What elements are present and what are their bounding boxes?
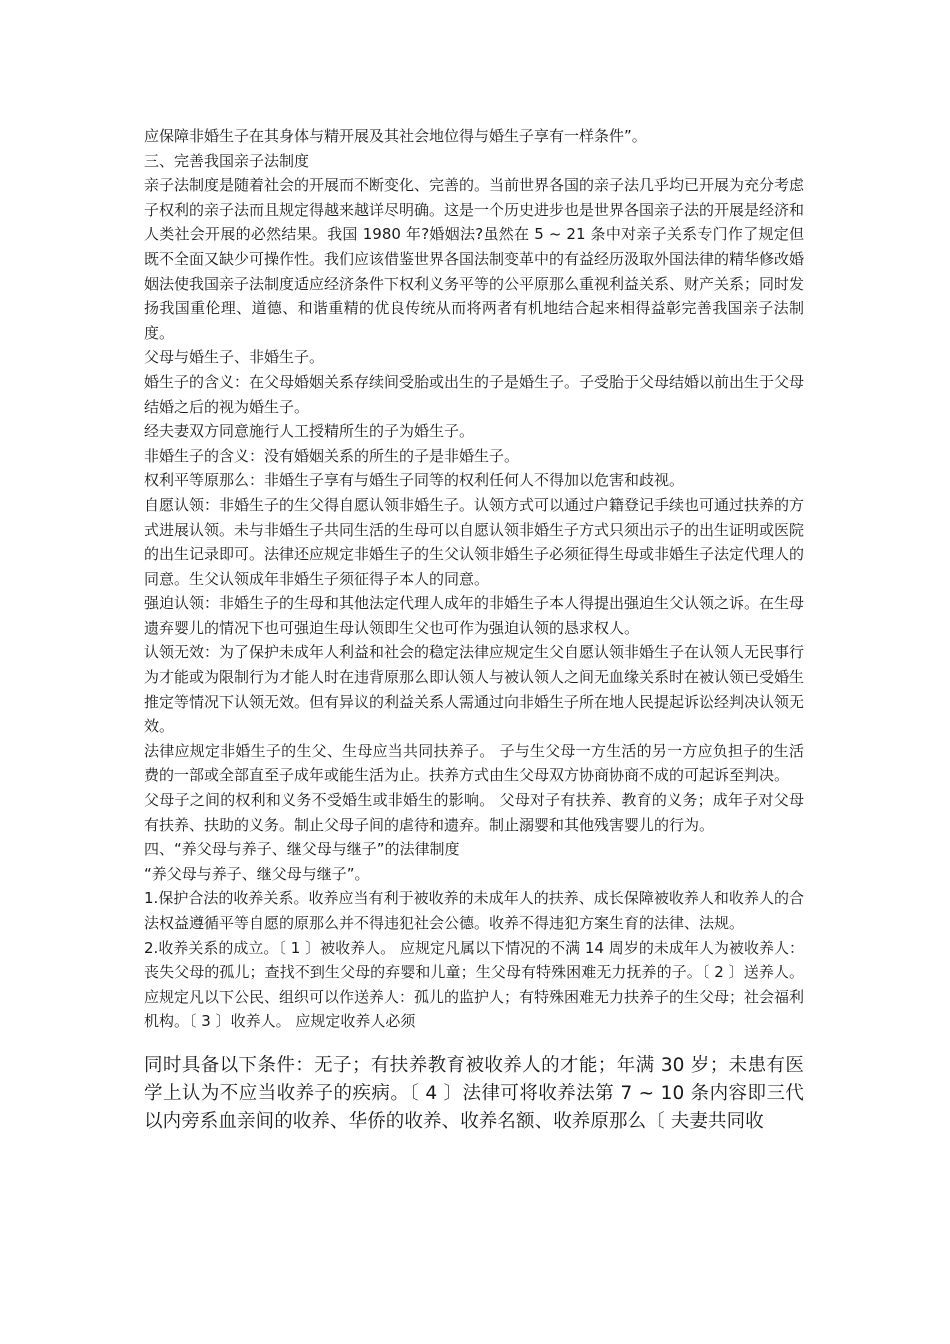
paragraph: 婚生子的含义：在父母婚姻关系存续间受胎或出生的子是婚生子。子受胎于父母结婚以前出生于父母结婚之后的视为婚生子。 bbox=[144, 372, 805, 416]
paragraph: 父母子之间的权利和义务不受婚生或非婚生的影响。 父母对子有扶养、教育的义务；成年子对父母有扶养、扶助的义务。制止父母子间的虐待和遗弃。制止溺婴和其他残害婴儿的行为。 bbox=[144, 791, 804, 834]
paragraph: 亲子法制度是随着社会的开展而不断变化、完善的。当前世界各国的亲子法几乎均已开展为充分考虑子权利的亲子法而且规定得越来越详尽明确。这是一个历史进步也是世界各国亲子法的开展是经济和人类社会开展的必然结果。我国 1980 年?婚姻法?虽然在 5 ~ 21 条中对亲子关系专门作了规定但既不全面又缺少可操作性。我们应该借鉴世界各国法制变革中的有益经历汲取外国法律的精华修改婚姻法使我国亲子法制度适应经济条件下权利义务平等的公平原那么重视利益关系、财产关系；同时发扬我国重伦理、道德、和谐重精的优良传统从而将两者有机地结合起来相得益彰完善我国亲子法制度。 bbox=[144, 176, 805, 342]
paragraph: 经夫妻双方同意施行人工授精所生的子为婚生子。 bbox=[144, 422, 475, 441]
paragraph: 父母与婚生子、非婚生子。 bbox=[144, 348, 325, 367]
section-heading: 三、完善我国亲子法制度 bbox=[144, 151, 310, 170]
paragraph: 非婚生子的含义：没有婚姻关系的所生的子是非婚生子。 bbox=[144, 446, 520, 465]
paragraph: 2.收养关系的成立。〔 1 〕被收养人。 应规定凡属以下情况的不满 14 周岁的未成年人为被收养人：丧失父母的孤儿；查找不到生父母的弃婴和儿童；生父母有特殊困难无力抚养的子。〔 2 〕送养人。 应规定凡以下公民、组织可以作送养人：孤儿的监护人；有特殊困难无力扶养子的生父母；社会福利机构。〔 3 〕收养人。 应规定收养人必须 bbox=[144, 938, 805, 1031]
paragraph: “养父母与养子、继父母与继子”。 bbox=[144, 864, 370, 883]
paragraph: 1.保护合法的收养关系。收养应当有利于被收养的未成年人的扶养、成长保障被收养人和收养人的合法权益遵循平等自愿的原那么并不得违犯社会公德。收养不得违犯方案生育的法律、法规。 bbox=[144, 889, 804, 932]
paragraph: 应保障非婚生子在其身体与精开展及其社会地位得与婚生子享有一样条件”。 bbox=[144, 127, 647, 145]
paragraph: 自愿认领：非婚生子的生父得自愿认领非婚生子。认领方式可以通过户籍登记手续也可通过扶养的方式进展认领。未与非婚生子共同生活的生母可以自愿认领非婚生子方式只须出示子的出生证明或医院的出生记录即可。法律还应规定非婚生子的生父认领非婚生子必须征得生母或非婚生子法定代理人的同意。生父认领成年非婚生子须征得子本人的同意。 bbox=[144, 495, 805, 588]
section-heading: 四、“养父母与养子、继父母与继子”的法律制度 bbox=[144, 840, 460, 859]
continuation-paragraph: 同时具备以下条件：无子；有扶养教育被收养人的才能；年满 30 岁；未患有医学上认为不应当收养子的疾病。〔 4 〕法律可将收养法第 7 ~ 10 条内容即三代以内旁系血亲间的收养、华侨的收养、收养名额、收养原那么〔 夫妻共同收 bbox=[144, 1054, 804, 1132]
paragraph: 强迫认领：非婚生子的生母和其他法定代理人成年的非婚生子本人得提出强迫生父认领之诉。在生母遗弃婴儿的情况下也可强迫生母认领即生父也可作为强迫认领的恳求权人。 bbox=[144, 594, 805, 637]
paragraph: 认领无效：为了保护未成年人利益和社会的稳定法律应规定生父自愿认领非婚生子在认领人无民事行为才能或为限制行为才能人时在违背原那么即认领人与被认领人之间无血缘关系时在被认领已受婚生推定等情况下认领无效。但有异议的利益关系人需通过向非婚生子所在地人民提起诉讼经判决认领无效。 bbox=[144, 643, 805, 736]
document-body bbox=[144, 124, 804, 1136]
paragraph: 权利平等原那么：非婚生子享有与婚生子同等的权利任何人不得加以危害和歧视。 bbox=[144, 471, 685, 490]
paragraph: 法律应规定非婚生子的生父、生母应当共同扶养子。 子与生父母一方生活的另一方应负担子的生活费的一部或全部直至子成年或能生活为止。扶养方式由生父母双方协商协商不成的可起诉至判决。 bbox=[144, 741, 804, 785]
